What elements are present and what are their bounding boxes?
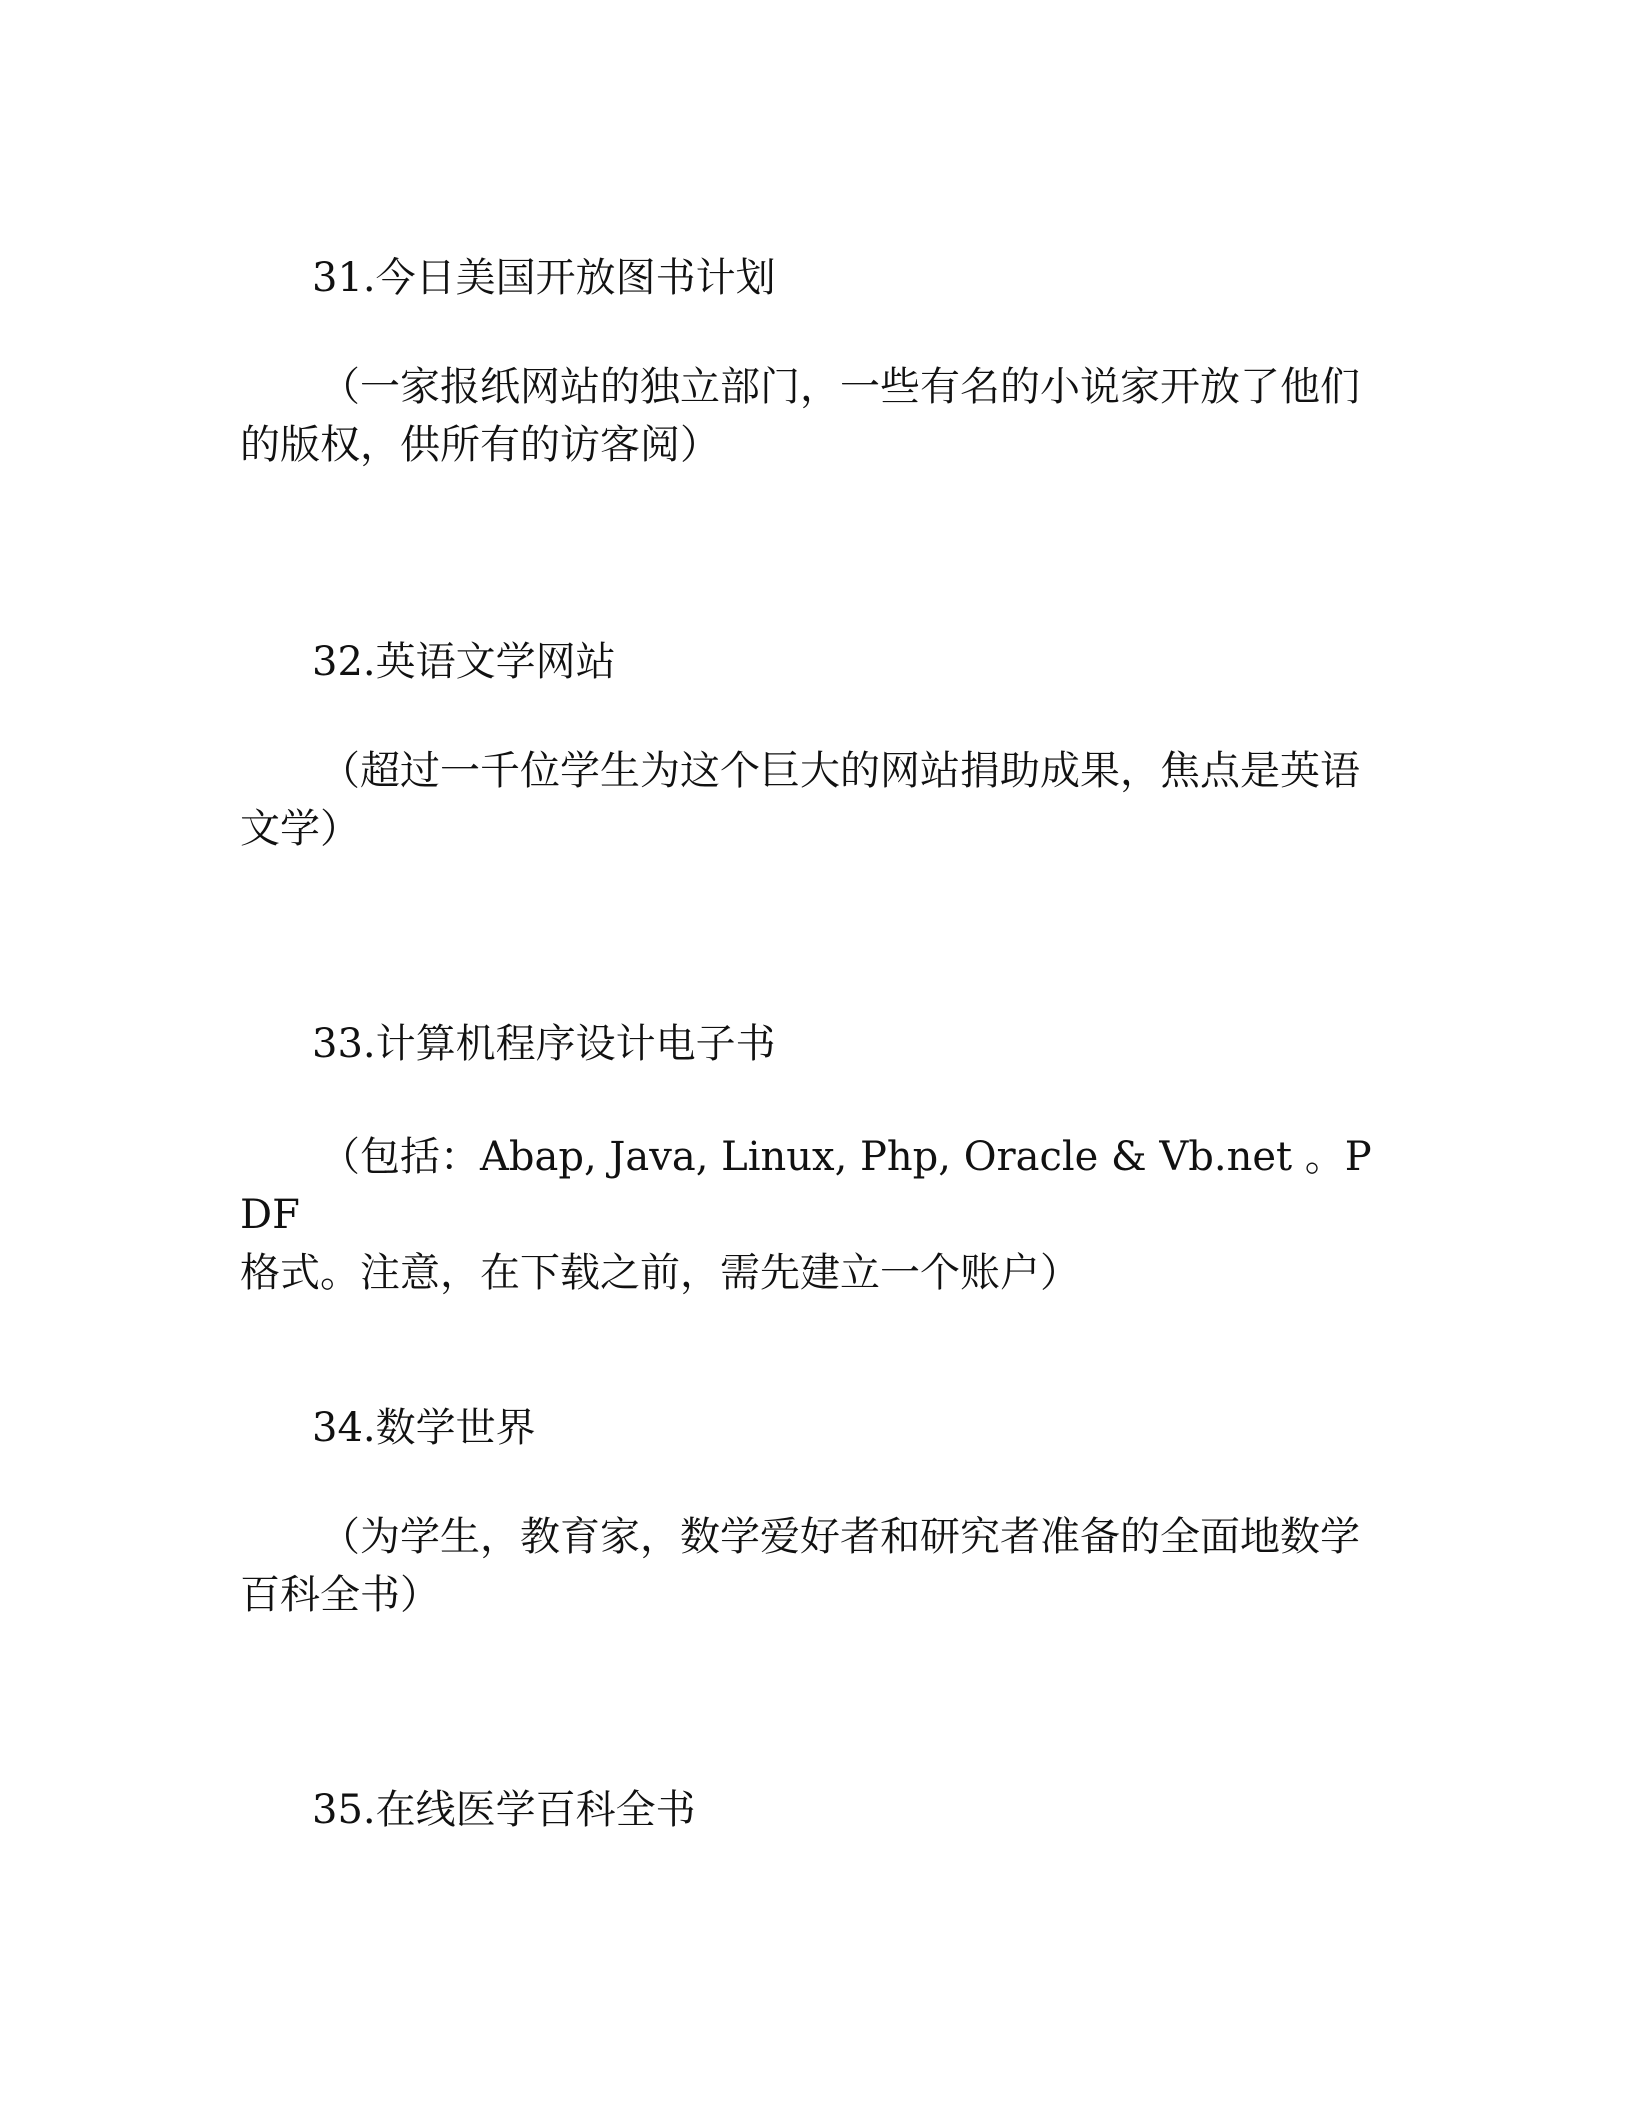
- description-line: 百科全书）: [240, 1572, 440, 1618]
- description-line: （为学生，教育家，数学爱好者和研究者准备的全面地数学: [320, 1514, 1360, 1560]
- entry-description: [240, 1128, 1380, 1302]
- entry-title: 32.英语文学网站: [312, 639, 616, 685]
- description-line: （包括：Abap, Java, Linux, Php, Oracle & Vb.net 。PDF: [240, 1134, 1372, 1238]
- description-line: 格式。注意，在下载之前，需先建立一个账户）: [240, 1250, 1080, 1296]
- entry-title: 31.今日美国开放图书计划: [312, 255, 776, 301]
- description-line: 的版权，供所有的访客阅）: [240, 422, 720, 468]
- description-line: （超过一千位学生为这个巨大的网站捐助成果，焦点是英语: [320, 748, 1360, 794]
- entry-description: [240, 742, 1380, 858]
- entry-title: 33.计算机程序设计电子书: [312, 1021, 776, 1067]
- entry-description: [240, 358, 1380, 474]
- description-line: 文学）: [240, 806, 360, 852]
- description-line: （一家报纸网站的独立部门，一些有名的小说家开放了他们: [320, 364, 1360, 410]
- entry-title: 35.在线医学百科全书: [312, 1787, 696, 1833]
- entry-title: 34.数学世界: [312, 1405, 536, 1451]
- entry-description: [240, 1508, 1380, 1624]
